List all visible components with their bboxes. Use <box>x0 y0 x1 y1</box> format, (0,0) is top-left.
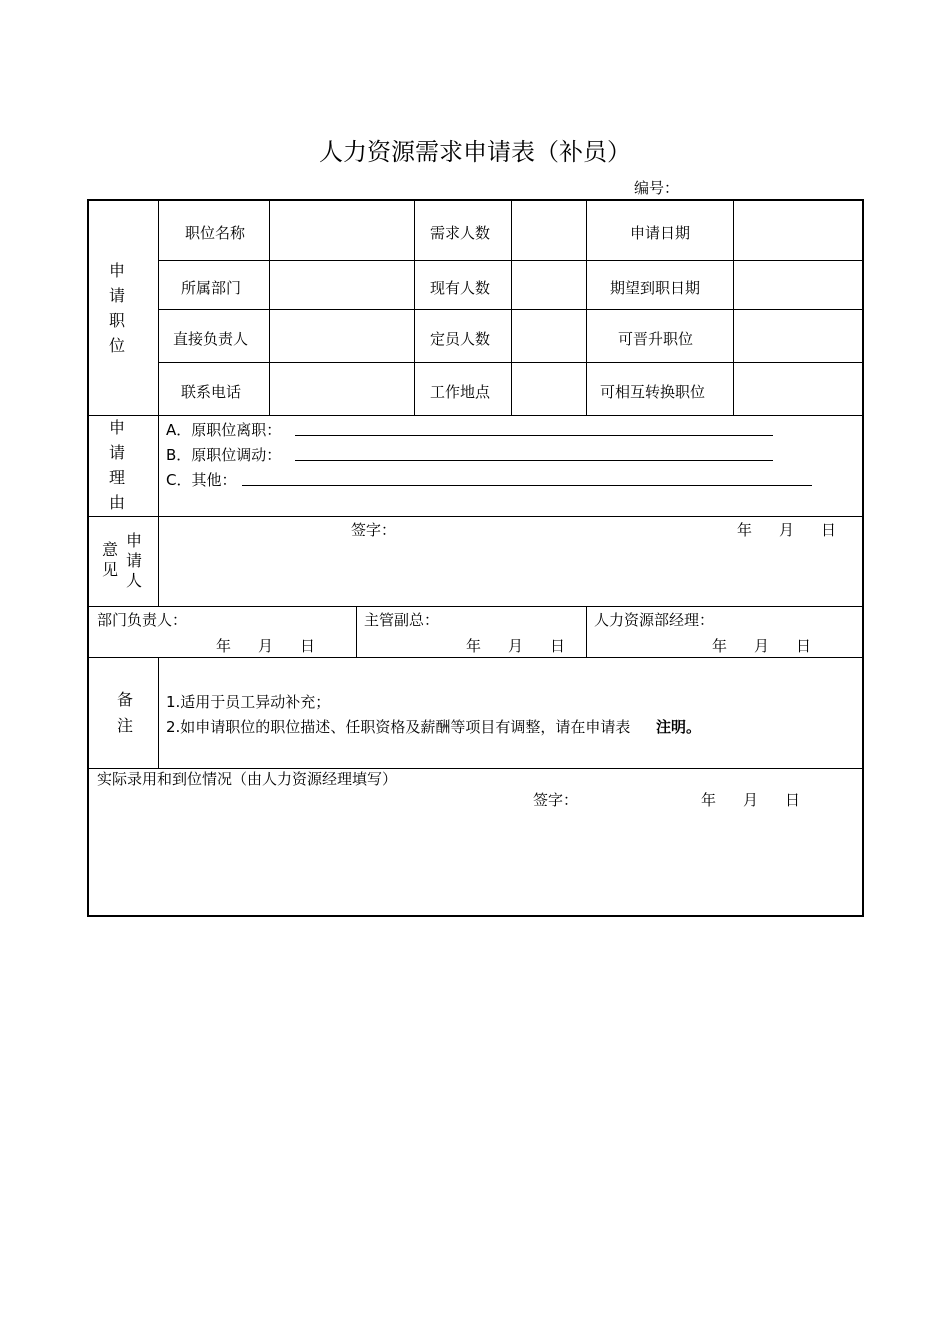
dept-head-year: 年 <box>216 637 232 655</box>
hr-manager-year: 年 <box>712 637 728 655</box>
section-position-label: 申请职位 <box>108 261 125 355</box>
applicant-date-year: 年 <box>737 521 753 539</box>
reason-b-line <box>295 460 773 461</box>
dept-head-label: 部门负责人： <box>97 611 188 629</box>
actual-sign-label: 签字： <box>533 791 579 809</box>
applicant-sign-label: 签字： <box>351 521 397 539</box>
remark-item-2-overlap: 注明。 <box>656 718 702 736</box>
remark-item-2: 2.如申请职位的职位描述、任职资格及薪酬等项目有调整，请在申请表 <box>166 718 631 736</box>
form-table <box>87 199 864 917</box>
hr-manager-label: 人力资源部经理： <box>594 611 715 629</box>
label-demand-count: 需求人数 <box>430 224 491 242</box>
reason-b: B．原职位调动： <box>166 446 282 464</box>
label-current-count: 现有人数 <box>430 279 491 297</box>
reason-c: C．其他： <box>166 471 237 489</box>
actual-date-month: 月 <box>743 791 759 809</box>
applicant-date-month: 月 <box>779 521 795 539</box>
reason-a: A．原职位离职： <box>166 421 282 439</box>
section-reason-label: 申请理由 <box>108 418 125 512</box>
vp-label: 主管副总： <box>364 611 440 629</box>
label-department: 所属部门 <box>181 279 242 297</box>
remarks-label: 备注 <box>116 690 133 735</box>
label-position-name: 职位名称 <box>185 224 246 242</box>
actual-date-day: 日 <box>785 791 801 809</box>
remark-item-1: 1.适用于员工异动补充； <box>166 693 331 711</box>
reason-a-line <box>295 435 773 436</box>
label-expected-date: 期望到职日期 <box>610 279 701 297</box>
applicant-date-day: 日 <box>821 521 837 539</box>
label-work-location: 工作地点 <box>430 383 491 401</box>
hr-manager-day: 日 <box>796 637 812 655</box>
label-quota-count: 定员人数 <box>430 330 491 348</box>
vp-day: 日 <box>550 637 566 655</box>
vp-month: 月 <box>508 637 524 655</box>
dept-head-month: 月 <box>258 637 274 655</box>
dept-head-day: 日 <box>300 637 316 655</box>
label-promotable-position: 可晋升职位 <box>618 330 694 348</box>
applicant-opinion-label-b: 意见 <box>101 540 118 579</box>
applicant-opinion-label-a: 申请人 <box>125 531 142 590</box>
form-number-label: 编号： <box>634 179 680 197</box>
actual-hiring-label: 实际录用和到位情况（由人力资源经理填写） <box>97 770 398 788</box>
hr-manager-month: 月 <box>754 637 770 655</box>
actual-date-year: 年 <box>701 791 717 809</box>
reason-c-line <box>242 485 812 486</box>
vp-year: 年 <box>466 637 482 655</box>
label-interchangeable-position: 可相互转换职位 <box>600 383 706 401</box>
page-title: 人力资源需求申请表（补员） <box>319 138 631 166</box>
label-apply-date: 申请日期 <box>630 224 691 242</box>
label-direct-supervisor: 直接负责人 <box>173 330 249 348</box>
label-contact-phone: 联系电话 <box>181 383 242 401</box>
